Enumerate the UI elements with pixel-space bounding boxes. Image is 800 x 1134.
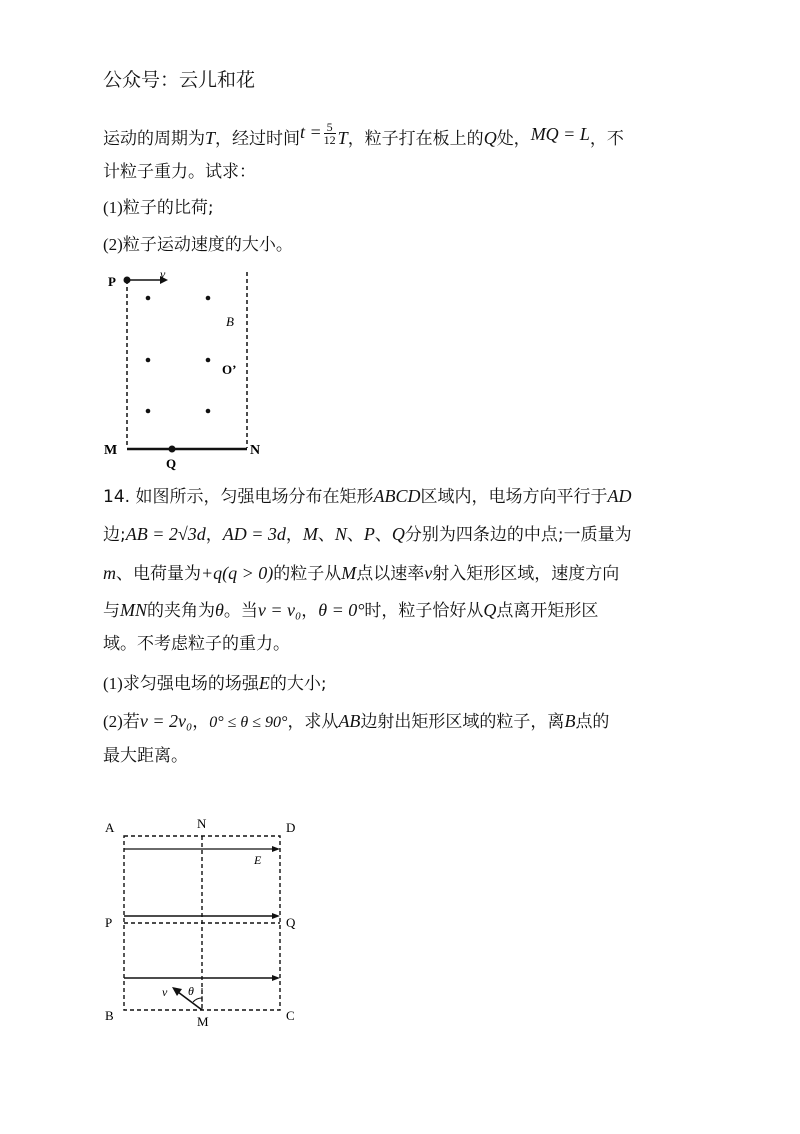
text-segment: 的大小; <box>269 674 327 694</box>
point-label: Q <box>483 600 497 620</box>
p14-text-line-3 <box>103 561 619 586</box>
text-segment: ， <box>285 525 303 545</box>
text-segment: 点的 <box>575 712 610 732</box>
label-a: A <box>105 820 115 835</box>
p13-text-line-2: 计粒子重力。试求： <box>103 162 256 182</box>
p13-figure <box>100 268 280 473</box>
text-segment: 、电荷量为 <box>116 564 201 584</box>
angle-range: 0° ≤ θ ≤ 90° <box>209 714 288 731</box>
text-segment: ，不 <box>589 129 624 149</box>
text-segment: 的夹角为 <box>147 601 215 621</box>
field-symbol: E <box>258 673 270 693</box>
ad-equation: AD = 3d <box>222 524 286 544</box>
text-segment: ， <box>301 601 319 621</box>
label-q: Q <box>286 915 296 930</box>
question-number: (2) <box>103 712 123 731</box>
speed-symbol: v <box>424 563 433 583</box>
text-segment: 处， <box>496 129 531 149</box>
text-segment: 边射出矩形区域的粒子，离 <box>360 712 565 732</box>
text-segment: 点离开矩形区 <box>496 601 599 621</box>
p14-text-line-5: 域。不考虑粒子的重力。 <box>103 634 290 654</box>
p13-text-line-1 <box>103 119 624 152</box>
label-p: P <box>105 915 113 930</box>
question-number: (1) <box>103 198 123 217</box>
label-n: N <box>197 816 207 831</box>
question-number: (1) <box>103 674 123 693</box>
question-number: (2) <box>103 235 123 254</box>
label-m: M <box>197 1014 209 1029</box>
point-label: Q <box>483 128 497 148</box>
speed-equation: v = 2v₀ <box>139 711 193 731</box>
text-segment: ， <box>192 712 210 732</box>
side-label: AB <box>338 711 361 731</box>
label-p: P <box>108 274 116 289</box>
label-q: Q <box>166 456 177 471</box>
text-segment: 边; <box>103 525 126 545</box>
question-text: 粒子运动速度的大小。 <box>122 235 293 255</box>
field-arrow-head <box>272 846 280 852</box>
p14-question-2-cont: 最大距离。 <box>103 746 188 766</box>
text-segment: 14. 如图所示，匀强电场分布在矩形 <box>103 487 374 507</box>
label-b: B <box>105 1008 114 1023</box>
point-label: M <box>302 524 318 544</box>
label-m: M <box>104 443 118 458</box>
p14-text-line-4 <box>103 598 598 623</box>
p14-text-line-2 <box>103 522 632 547</box>
point-label: M <box>341 563 357 583</box>
label-v: v <box>160 268 166 281</box>
rect-label: ABCD <box>373 486 421 506</box>
side-label: AD <box>607 486 632 506</box>
period-symbol: T <box>337 128 348 148</box>
ab-equation: AB = 2√3d <box>125 524 206 544</box>
field-arrow-head <box>272 975 280 981</box>
text-segment: 区域内，电场方向平行于 <box>420 487 608 507</box>
speed-equation: v = v₀ <box>257 600 302 620</box>
p14-figure <box>100 812 310 1032</box>
label-c: C <box>286 1008 295 1023</box>
text-segment: 若 <box>122 712 140 732</box>
p13-question-2 <box>103 233 293 257</box>
text-segment: 。当 <box>223 601 258 621</box>
label-theta: θ <box>188 984 194 998</box>
text-segment: 运动的周期为 <box>103 129 205 149</box>
text-segment: 射入矩形区域，速度方向 <box>432 564 620 584</box>
period-symbol: T <box>205 128 216 148</box>
field-dot <box>206 409 211 414</box>
text-segment: 分别为四条边的中点;一质量为 <box>404 525 632 545</box>
mass-symbol: m <box>103 563 116 583</box>
field-dot <box>206 296 211 301</box>
p13-question-1 <box>103 196 214 220</box>
charge-expression: +q(q > 0) <box>201 563 274 583</box>
text-segment: 、 <box>317 525 335 545</box>
label-e: E <box>254 853 262 867</box>
page-header: 公众号：云儿和花 <box>103 69 256 91</box>
text-segment: 时，粒子恰好从 <box>364 601 484 621</box>
angle-equation: θ = 0° <box>318 600 365 620</box>
label-b: B <box>226 314 234 329</box>
text-segment: 的粒子从 <box>273 564 342 584</box>
p14-question-2 <box>103 709 609 735</box>
label-n: N <box>250 443 261 458</box>
angle-symbol: θ <box>215 600 224 620</box>
field-arrow-head <box>272 913 280 919</box>
text-segment: ，经过时间 <box>215 129 301 149</box>
p14-question-1 <box>103 671 327 696</box>
text-segment: 点以速率 <box>356 564 425 584</box>
fraction-5-12 <box>324 121 336 146</box>
label-o: O’ <box>222 362 237 377</box>
p14-text-line-1 <box>103 484 631 509</box>
point-label: B <box>564 711 576 731</box>
point-label: N <box>334 524 347 544</box>
text-segment: 求匀强电场的场强 <box>122 674 259 694</box>
question-text: 粒子的比荷; <box>122 198 214 218</box>
text-segment: 、 <box>346 525 364 545</box>
mq-equation: MQ = L <box>530 124 590 144</box>
time-equation: t = <box>300 122 322 142</box>
field-dot <box>146 409 151 414</box>
field-dot <box>146 296 151 301</box>
label-d: D <box>286 820 296 835</box>
angle-arc <box>193 998 202 1002</box>
text-segment: ，粒子打在板上的 <box>347 129 484 149</box>
label-v: v <box>162 985 168 999</box>
point-label: Q <box>391 524 405 544</box>
field-dot <box>206 358 211 363</box>
text-segment: 、 <box>374 525 392 545</box>
point-label: P <box>363 524 375 544</box>
point-q <box>169 446 176 453</box>
segment-label: MN <box>120 600 147 620</box>
text-segment: 与 <box>103 601 120 621</box>
text-segment: ， <box>205 525 223 545</box>
fraction-denominator: 12 <box>323 132 336 147</box>
fraction-numerator: 5 <box>324 121 336 134</box>
field-dot <box>146 358 151 363</box>
text-segment: ，求从 <box>287 712 339 732</box>
